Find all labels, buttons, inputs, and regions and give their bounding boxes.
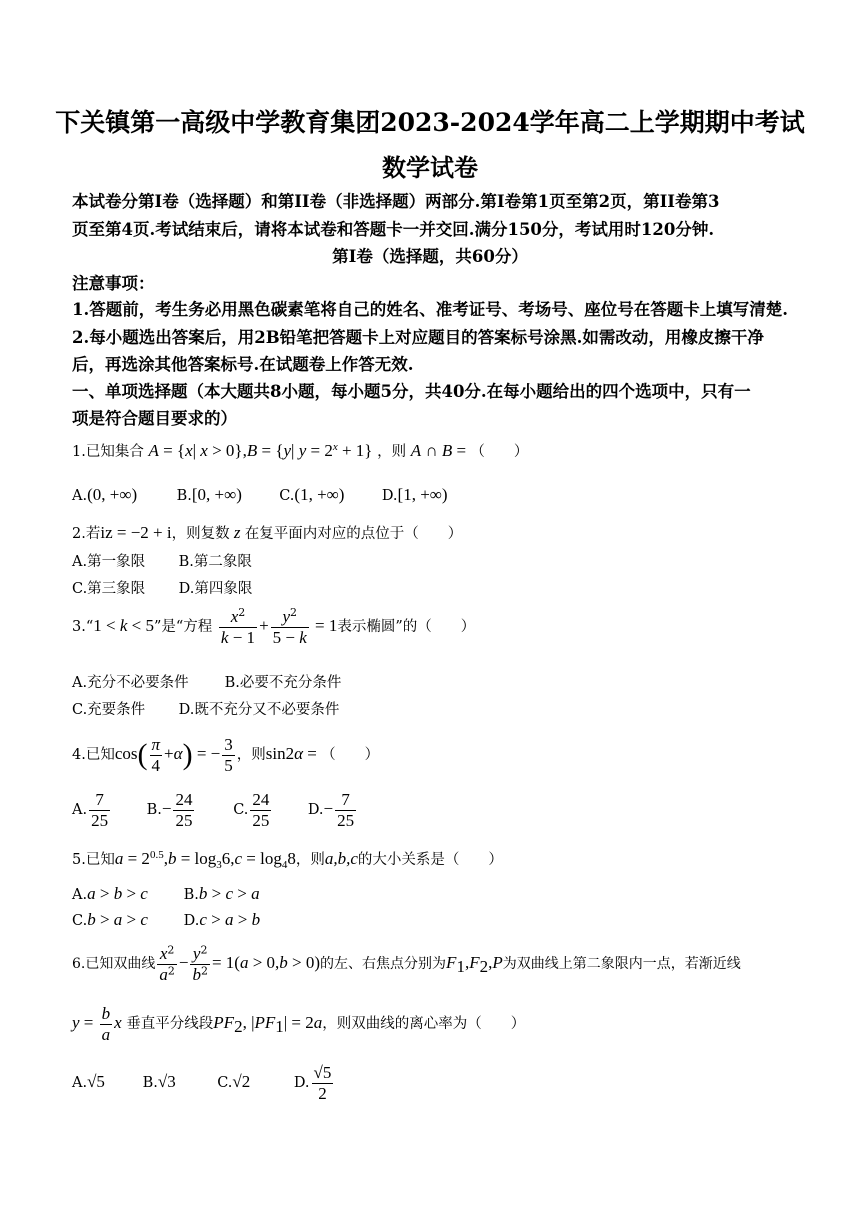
question-3-options-row-2 (72, 698, 339, 719)
question-1-option-b: B.[0, +∞) (176, 485, 242, 504)
exam-title: 下关镇第一高级中学教育集团2023-2024学年高二上学期期中考试 (55, 108, 805, 137)
question-1-option-c: C.(1, +∞) (279, 485, 345, 504)
question-1-set-a: A (148, 441, 159, 460)
intro-line-2: 页至第4页.考试结束后，请将本试卷和答题卡一并交回.满分150分，考试用时120分钟. (72, 220, 715, 239)
section1-heading-line-1: 一、单项选择题（本大题共8小题，每小题5分，共40分.在每小题给出的四个选项中，只有一 (72, 382, 751, 401)
question-4-stem: 4.已知cos( $\frac{\pi}{4}$ +α) = − $\frac{3}{5}$ ，则sin2α = （ ） (72, 735, 380, 775)
question-3-option-c: C.充要条件 (72, 702, 146, 718)
question-2-stem: 2.若iz = −2 + i，则复数 z 在复平面内对应的点位于（ ） (72, 523, 463, 542)
notice-item-2-line-2: 后，再选涂其他答案标号.在试题卷上作答无效. (72, 355, 414, 374)
question-5-option-c: C.b > a > c (72, 910, 148, 929)
question-5-option-a: A.a > b > c (72, 884, 148, 903)
notice-item-1: 1.答题前，考生务必用黑色碳素笔将自己的姓名、准考证号、考场号、座位号在答题卡上填写清楚. (72, 300, 788, 319)
question-3-options-row-1 (72, 671, 341, 692)
intro-line-1: 本试卷分第I卷（选择题）和第II卷（非选择题）两部分.第I卷第1页至第2页，第II卷第3 (72, 192, 720, 211)
exam-subtitle: 数学试卷 (382, 153, 478, 182)
question-6-option-b: B.√3 (142, 1072, 176, 1092)
question-2-option-d: D.第四象限 (178, 581, 253, 597)
question-2-option-c: C.第三象限 (72, 581, 146, 597)
section1-heading-line-2: 项是符合题目要求的） (72, 409, 237, 428)
question-4-option-d: D.− $\frac{7}{25}$ (307, 790, 355, 830)
question-1-blank: （ ） (470, 444, 529, 460)
question-1-stem: 1.已知集合 A = {x| x > 0},B = {y| $y = 2^x + 1$} ，则 A ∩ B = （ ） (72, 441, 529, 460)
notice-item-2-line-1: 2.每小题选出答案后，用2B铅笔把答题卡上对应题目的答案标号涂黑.如需改动，用橡皮擦干净 (72, 328, 764, 347)
question-3-option-d: D.既不充分又不必要条件 (178, 702, 340, 718)
question-6-option-a: A.√5 (72, 1072, 105, 1092)
question-3-option-b: B.必要不充分条件 (224, 675, 342, 691)
part1-heading: 第Ⅰ卷（选择题，共60分） (332, 247, 528, 266)
question-4-option-b: B.− $\frac{24}{25}$ (146, 790, 193, 830)
question-4-option-c: C. $\frac{24}{25}$ (233, 790, 270, 830)
notice-heading: 注意事项： (72, 274, 155, 293)
question-4-option-a: A. $\frac{7}{25}$ (72, 790, 109, 830)
question-1-options (72, 485, 448, 505)
question-5-stem: 5.已知$a = 2^{0.5},b = \log_36,c = \log_48$，则a,b,c的大小关系是（ ） (72, 849, 503, 871)
question-2-option-b: B.第二象限 (178, 554, 252, 570)
question-1-comma: ，则 (377, 444, 407, 460)
question-6-options (72, 1063, 335, 1103)
question-2-options-row-1 (72, 550, 252, 571)
question-6-option-d: D. $\frac{√5}{2}$ (293, 1063, 332, 1103)
question-5-options-row-1 (72, 884, 260, 904)
question-6-option-c: C.√2 (217, 1072, 251, 1092)
question-5-option-d: D.c > a > b (183, 910, 261, 929)
question-4-options (72, 790, 358, 830)
question-1-option-d: D.[1, +∞) (381, 485, 448, 504)
question-2-options-row-2 (72, 577, 252, 598)
question-3-stem: 3.“1 < k < 5”是“方程 $\frac{x^2}{k - 1}$ + $\frac{y^2}{5 - k}$ = 1表示椭圆”的（ ） (72, 606, 476, 647)
question-2-option-a: A.第一象限 (72, 554, 146, 570)
question-1-prefix: 1.已知集合 (72, 444, 144, 460)
question-6-stem-line-1: 6.已知双曲线 $\frac{x^2}{a^2}$ − $\frac{y^2}{b^2}$ = 1(a > 0,b > 0)的左、右焦点分别为$F_1,F_2,P$为双曲线上第二象限内一点，若渐近线 (72, 943, 741, 984)
question-5-options-row-2 (72, 910, 260, 930)
question-1-option-a: A.(0, +∞) (72, 485, 138, 504)
question-6-stem-line-2: y = $\frac{b}{a}$ x 垂直平分线段$PF_2$, $|PF_1| = 2a$，则双曲线的离心率为（ ） (72, 1004, 526, 1044)
question-5-option-b: B.b > c > a (183, 884, 260, 903)
question-3-option-a: A.充分不必要条件 (72, 675, 189, 691)
